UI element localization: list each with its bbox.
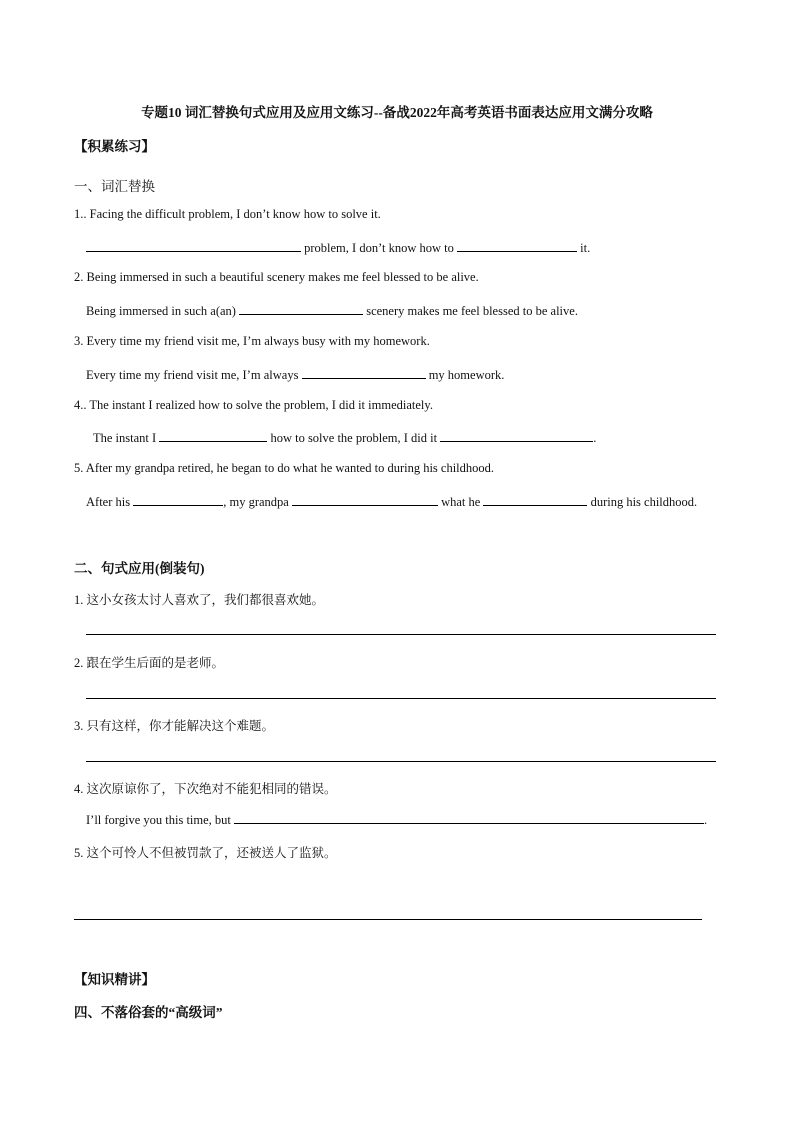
answer-line-5[interactable] — [74, 919, 702, 920]
practice-header: 【积累练习】 — [74, 139, 155, 154]
vocab-5-blank-b[interactable] — [292, 493, 438, 506]
vocab-4-rewrite: The instant I how to solve the problem, I did it . — [93, 431, 597, 445]
vocab-1-original: 1.. Facing the difficult problem, I don’t know how to solve it. — [74, 207, 381, 221]
sentence-5: 5. 这个可怜人不但被罚款了，还被送人了监狱。 — [74, 846, 337, 860]
answer-line-1[interactable] — [86, 634, 716, 635]
answer-line-2[interactable] — [86, 698, 716, 699]
vocab-5-blank-a[interactable] — [133, 493, 223, 506]
section4-title: 四、不落俗套的“高级词” — [74, 1005, 223, 1020]
sentence-4: 4. 这次原谅你了，下次绝对不能犯相同的错误。 — [74, 782, 337, 796]
vocab-5-blank-c[interactable] — [483, 493, 587, 506]
vocab-4-blank-b[interactable] — [440, 429, 593, 442]
vocab-5-rewrite: After his , my grandpa what he during his childhood. — [86, 495, 698, 509]
vocab-2-rewrite: Being immersed in such a(an) scenery makes me feel blessed to be alive. — [86, 304, 578, 318]
vocab-4-blank-a[interactable] — [159, 429, 267, 442]
vocab-1-rewrite: problem, I don’t know how to it. — [86, 239, 590, 256]
sentence-4-rewrite: I’ll forgive you this time, but . — [86, 813, 708, 827]
vocab-4-original: 4.. The instant I realized how to solve the problem, I did it immediately. — [74, 398, 433, 412]
section2-title: 二、句式应用(倒装句) — [74, 561, 205, 576]
vocab-3-blank[interactable] — [302, 366, 426, 379]
sentence-1: 1. 这小女孩太讨人喜欢了，我们都很喜欢她。 — [74, 593, 325, 607]
knowledge-header: 【知识精讲】 — [74, 972, 155, 987]
page-title: 专题10 词汇替换句式应用及应用文练习--备战2022年高考英语书面表达应用文满分攻略 — [141, 105, 653, 120]
vocab-1-blank-a[interactable] — [86, 239, 301, 252]
vocab-3-original: 3. Every time my friend visit me, I’m always busy with my homework. — [74, 334, 430, 348]
vocab-2-original: 2. Being immersed in such a beautiful scenery makes me feel blessed to be alive. — [74, 270, 479, 284]
section1-title: 一、词汇替换 — [74, 179, 155, 194]
vocab-3-rewrite: Every time my friend visit me, I’m always my homework. — [86, 368, 505, 382]
sentence-2: 2. 跟在学生后面的是老师。 — [74, 656, 225, 670]
vocab-5-original: 5. After my grandpa retired, he began to do what he wanted to during his childhood. — [74, 461, 495, 475]
vocab-2-blank[interactable] — [239, 302, 363, 315]
sentence-3: 3. 只有这样，你才能解决这个难题。 — [74, 719, 275, 733]
sentence-4-blank[interactable] — [234, 811, 704, 824]
answer-line-3[interactable] — [86, 761, 716, 762]
vocab-1-blank-b[interactable] — [457, 239, 577, 252]
